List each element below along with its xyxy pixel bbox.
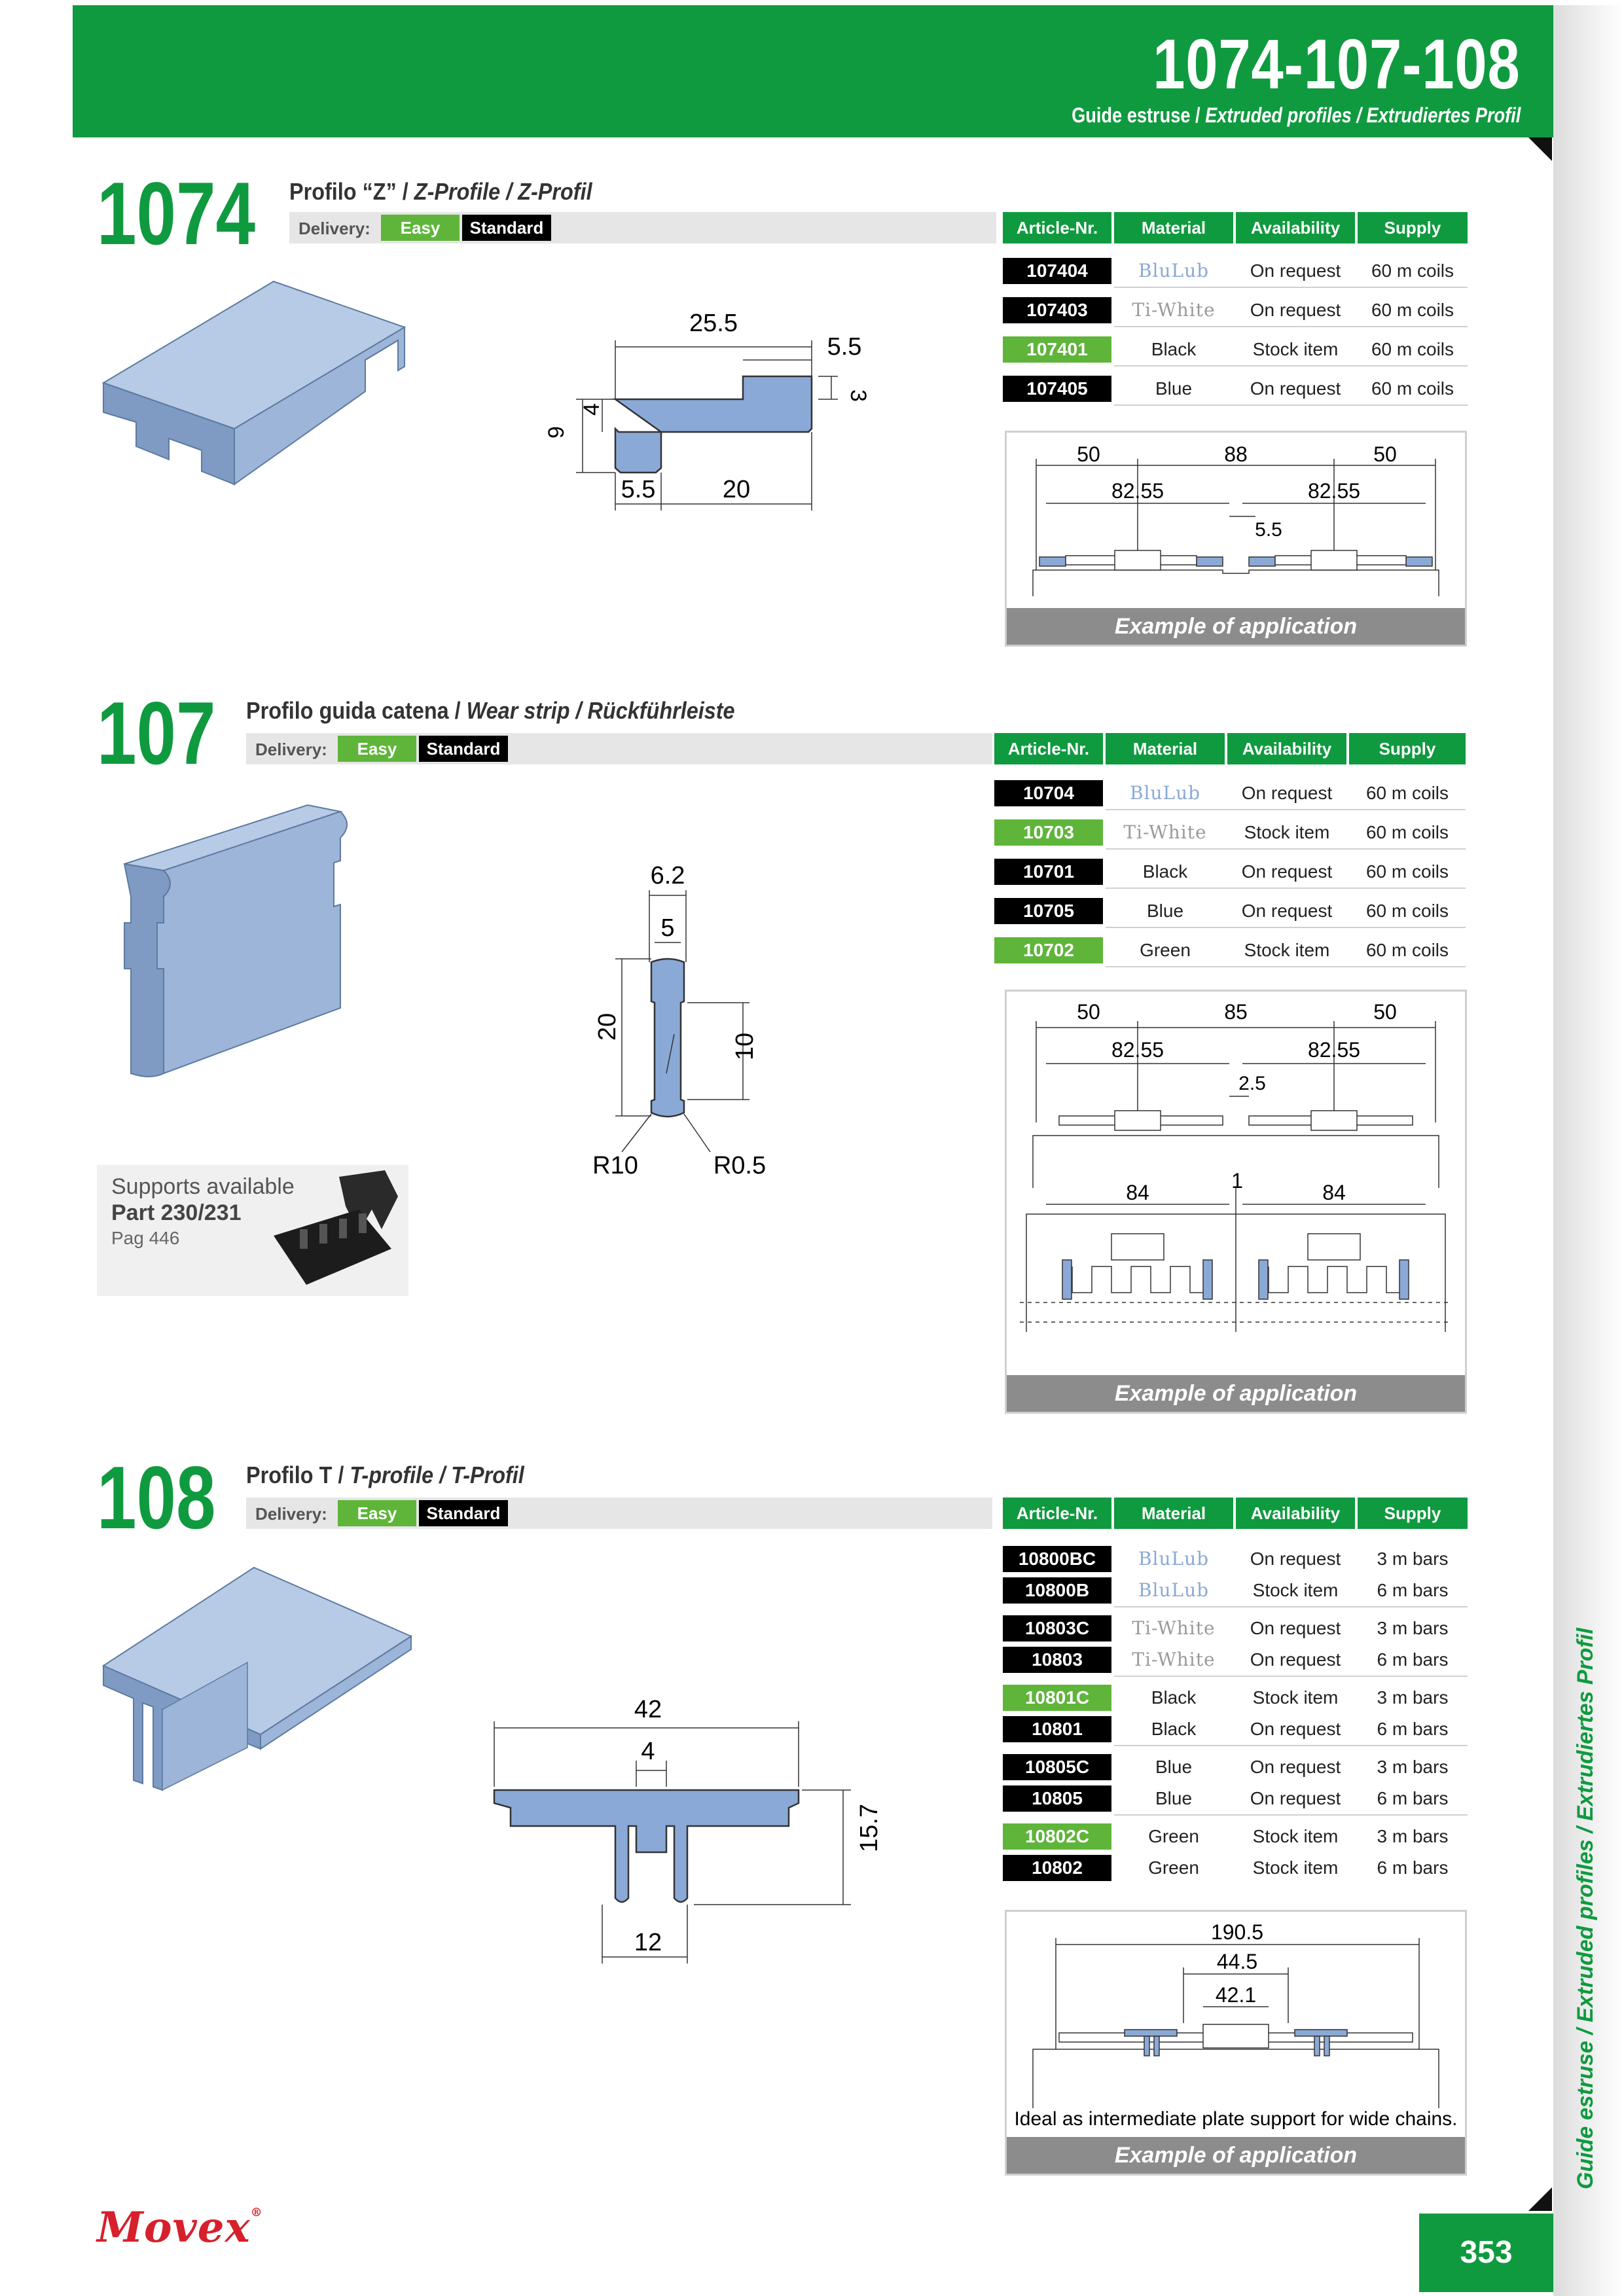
- dim-foot: 5.5: [621, 476, 656, 503]
- cell-availability: Stock item: [1252, 1857, 1339, 1878]
- cell-article: 10800BC: [1003, 1546, 1111, 1572]
- wear-strip-isometric: [111, 798, 360, 1086]
- wear-strip-section: [576, 851, 825, 1178]
- cell-availability: On request: [1250, 1788, 1341, 1808]
- cell-article: 10704: [994, 780, 1103, 806]
- cell-supply: 3 m bars: [1377, 1687, 1449, 1708]
- title-plain: Profilo guida catena /: [246, 697, 467, 724]
- table-header: [994, 733, 1468, 764]
- cell-availability: Stock item: [1244, 940, 1330, 960]
- row-separator: [1106, 927, 1466, 928]
- table-row: [1003, 257, 1470, 285]
- app-dim-left: 50: [1077, 442, 1100, 466]
- cell-material: Green: [1148, 1857, 1199, 1878]
- cell-availability: On request: [1250, 378, 1341, 399]
- row-separator: [1106, 966, 1466, 967]
- cell-material: BluLub: [1138, 1579, 1210, 1601]
- row-separator: [1114, 326, 1468, 327]
- col-supply: Supply: [1358, 212, 1468, 243]
- col-article: Article-Nr.: [1003, 212, 1111, 243]
- col-material: Material: [1114, 212, 1233, 243]
- supports-line3: Pag 446: [111, 1228, 180, 1248]
- delivery-label: Delivery:: [298, 219, 370, 238]
- dim-base: 20: [722, 476, 751, 503]
- cell-article: 10703: [994, 819, 1103, 846]
- table-row: [1003, 1753, 1470, 1782]
- cell-availability: Stock item: [1252, 1687, 1339, 1708]
- z-profile-isometric: [97, 275, 424, 491]
- subtitle-italic: Extruded profiles / Extrudiertes Profil: [1204, 103, 1521, 127]
- dim-height: 20: [594, 1013, 621, 1041]
- cell-material: Black: [1151, 1719, 1197, 1739]
- application-caption: Example of application: [1007, 2137, 1465, 2174]
- corner-triangle: [1528, 137, 1552, 161]
- col-material: Material: [1114, 1498, 1233, 1529]
- cell-availability: On request: [1250, 1757, 1341, 1777]
- cell-article: 10802: [1003, 1855, 1111, 1881]
- col-material: Material: [1106, 733, 1225, 764]
- delivery-label: Delivery:: [255, 1504, 327, 1524]
- cell-article: 107401: [1003, 336, 1111, 363]
- cell-material: Blue: [1155, 1757, 1193, 1777]
- col-availability: Availability: [1227, 733, 1346, 764]
- cell-supply: 60 m coils: [1371, 378, 1454, 399]
- dim-step: 5.5: [827, 333, 862, 361]
- profile-shape: [494, 1790, 799, 1902]
- app-dim-pitch-right: 82.55: [1307, 479, 1361, 503]
- cell-supply: 3 m bars: [1377, 1757, 1449, 1777]
- cell-supply: 60 m coils: [1371, 339, 1454, 359]
- standard-tag: Standard: [419, 736, 508, 762]
- cell-material: Ti-White: [1123, 821, 1207, 843]
- cell-article: 107403: [1003, 297, 1111, 323]
- section-number-108: 108: [97, 1448, 216, 1547]
- cell-material: BluLub: [1129, 782, 1201, 804]
- section-title-108: [246, 1463, 524, 1487]
- supports-line2: Part 230/231: [111, 1200, 242, 1225]
- col-supply: Supply: [1358, 1498, 1468, 1529]
- page-number: 353: [1419, 2214, 1553, 2292]
- support-part-image: [261, 1170, 405, 1295]
- table-row: [1003, 1683, 1470, 1712]
- row-separator: [1106, 809, 1466, 810]
- cell-supply: 60 m coils: [1365, 901, 1449, 921]
- cell-supply: 60 m coils: [1371, 300, 1454, 320]
- cell-supply: 60 m coils: [1371, 260, 1454, 281]
- cell-supply: 6 m bars: [1377, 1788, 1449, 1808]
- cell-availability: On request: [1250, 1719, 1341, 1739]
- table-row: [1003, 1822, 1470, 1851]
- app-dim-pitch-right: 82.55: [1307, 1038, 1361, 1062]
- table-row: [994, 897, 1468, 925]
- cell-supply: 60 m coils: [1365, 822, 1449, 842]
- registered-mark: ®: [250, 2206, 263, 2219]
- delivery-bar: [289, 212, 996, 243]
- cell-availability: Stock item: [1252, 1580, 1339, 1600]
- easy-tag: Easy: [338, 1500, 416, 1526]
- dim-inner: 5: [660, 914, 675, 942]
- table-row: [1003, 1576, 1470, 1605]
- cell-material: Ti-White: [1132, 1649, 1216, 1670]
- table-row: [1003, 1614, 1470, 1643]
- cell-article: 10702: [994, 937, 1103, 963]
- cell-supply: 3 m bars: [1377, 1618, 1449, 1638]
- col-supply: Supply: [1349, 733, 1466, 764]
- profile-shape: [651, 959, 684, 1117]
- app-dim-left: 50: [1077, 1000, 1100, 1024]
- table-row: [994, 936, 1468, 965]
- cell-availability: Stock item: [1252, 1826, 1339, 1846]
- easy-tag: Easy: [338, 736, 416, 762]
- row-separator: [1114, 1606, 1468, 1607]
- standard-tag: Standard: [419, 1500, 508, 1526]
- title-italic: Wear strip / Rückführleiste: [466, 697, 735, 724]
- app-dim-return-gap: 1: [1231, 1169, 1243, 1193]
- t-profile-isometric: [97, 1558, 437, 1806]
- cell-material: BluLub: [1138, 260, 1210, 281]
- table-row: [1003, 335, 1470, 364]
- app-dim-center: 85: [1224, 1000, 1248, 1024]
- table-row: [1003, 1715, 1470, 1744]
- cell-availability: On request: [1250, 1549, 1341, 1569]
- app-dim-center: 44.5: [1216, 1950, 1258, 1973]
- row-separator: [1114, 1676, 1468, 1677]
- cell-supply: 6 m bars: [1377, 1719, 1449, 1739]
- table-row: [1003, 1854, 1470, 1882]
- cell-supply: 60 m coils: [1365, 783, 1449, 803]
- app-dim-gap: 2.5: [1238, 1073, 1266, 1094]
- app-dim-return-left: 84: [1126, 1181, 1149, 1204]
- col-article: Article-Nr.: [1003, 1498, 1111, 1529]
- cell-availability: On request: [1250, 1618, 1341, 1638]
- table-row: [994, 857, 1468, 886]
- dim-slot: 10: [731, 1032, 759, 1060]
- cell-article: 107404: [1003, 258, 1111, 284]
- cell-article: 10801: [1003, 1716, 1111, 1742]
- cell-article: 10803C: [1003, 1615, 1111, 1641]
- cell-material: Black: [1151, 1687, 1197, 1708]
- movex-logo: [97, 2203, 263, 2252]
- cell-availability: On request: [1241, 783, 1333, 803]
- page-title: 1074-107-108: [1153, 24, 1521, 103]
- app-dim-pitch-left: 82.55: [1111, 1038, 1164, 1062]
- app-dim-center: 88: [1224, 442, 1248, 466]
- app-dim-gap: 5.5: [1255, 519, 1282, 541]
- page-corner-triangle: [1528, 2187, 1552, 2211]
- col-article: Article-Nr.: [994, 733, 1103, 764]
- easy-tag: Easy: [381, 215, 460, 241]
- profile-shape: [615, 376, 812, 473]
- app-dim-return-right: 84: [1322, 1181, 1346, 1204]
- title-plain: Profilo “Z” /: [289, 178, 414, 205]
- cell-supply: 3 m bars: [1377, 1549, 1449, 1569]
- cell-article: 10705: [994, 898, 1103, 924]
- subtitle-plain: Guide estruse /: [1071, 103, 1205, 127]
- cell-material: Ti-White: [1132, 299, 1216, 321]
- cell-availability: On request: [1241, 861, 1333, 882]
- cell-material: Blue: [1155, 1788, 1193, 1808]
- app-dim-right: 50: [1373, 1000, 1397, 1024]
- cell-article: 10801C: [1003, 1685, 1111, 1711]
- application-caption: Example of application: [1007, 608, 1465, 645]
- supports-info: [97, 1165, 408, 1296]
- table-row: [1003, 1545, 1470, 1573]
- table-row: [1003, 1645, 1470, 1674]
- page-subtitle: [1072, 105, 1521, 126]
- title-italic: Z-Profile / Z-Profil: [414, 178, 592, 205]
- col-availability: Availability: [1236, 1498, 1355, 1529]
- section-number-1074: 1074: [97, 164, 256, 263]
- t-profile-section: [484, 1689, 883, 1977]
- application-caption: Example of application: [1007, 1375, 1465, 1412]
- dim-flange: 3: [846, 389, 871, 402]
- side-label: Guide estruse / Extruded profiles / Extrudiertes Profil: [1573, 1628, 1598, 2189]
- application-drawing: [1007, 433, 1465, 609]
- cell-material: Green: [1148, 1826, 1199, 1846]
- row-separator: [1114, 1745, 1468, 1746]
- dim-web: 4: [579, 403, 604, 416]
- title-italic: T-profile / T-Profil: [350, 1462, 524, 1488]
- app-dim-width: 190.5: [1210, 1920, 1264, 1944]
- cell-supply: 3 m bars: [1377, 1826, 1449, 1846]
- app-note: Ideal as intermediate plate support for wide chains.: [1014, 2108, 1458, 2130]
- cell-material: Black: [1142, 861, 1188, 882]
- cell-article: 10802C: [1003, 1823, 1111, 1850]
- table-row: [1003, 1784, 1470, 1813]
- delivery-bar: [246, 1498, 992, 1529]
- cell-article: 10800B: [1003, 1577, 1111, 1604]
- row-separator: [1114, 404, 1468, 406]
- application-example-107: [1005, 990, 1467, 1414]
- cell-article: 107405: [1003, 376, 1111, 402]
- supports-line1: Supports available: [111, 1174, 295, 1199]
- cell-supply: 6 m bars: [1377, 1580, 1449, 1600]
- logo-text: Movex: [97, 2203, 251, 2252]
- cell-availability: On request: [1250, 300, 1341, 320]
- row-separator: [1106, 848, 1466, 850]
- section-title-1074: [289, 180, 592, 204]
- table-row: [994, 818, 1468, 847]
- delivery-label: Delivery:: [255, 740, 327, 759]
- section-title-107: [246, 699, 735, 723]
- cell-supply: 60 m coils: [1365, 940, 1449, 960]
- cell-material: Ti-White: [1132, 1617, 1216, 1639]
- cell-material: Blue: [1155, 378, 1193, 399]
- top-face: [103, 1568, 411, 1734]
- delivery-bar: [246, 733, 992, 764]
- table-header: [1003, 212, 1470, 243]
- cell-article: 10805: [1003, 1785, 1111, 1812]
- cell-material: Blue: [1146, 901, 1184, 921]
- cell-material: BluLub: [1138, 1548, 1210, 1570]
- application-example-108: [1005, 1910, 1467, 2176]
- app-dim-inner: 42.1: [1215, 1983, 1257, 2007]
- cell-article: 10805C: [1003, 1754, 1111, 1780]
- table-header: [1003, 1498, 1470, 1529]
- cell-supply: 60 m coils: [1365, 861, 1449, 882]
- cell-availability: On request: [1250, 1649, 1341, 1670]
- dim-radius-large: R10: [592, 1152, 638, 1179]
- dim-width: 25.5: [689, 310, 738, 337]
- z-profile-section: [504, 301, 884, 517]
- app-dim-pitch-left: 82.55: [1111, 479, 1164, 503]
- row-separator: [1114, 287, 1468, 288]
- cell-availability: On request: [1250, 260, 1341, 281]
- cell-material: Green: [1140, 940, 1191, 960]
- title-plain: Profilo T /: [246, 1462, 350, 1488]
- row-separator: [1114, 365, 1468, 367]
- cell-supply: 6 m bars: [1377, 1857, 1449, 1878]
- cell-availability: Stock item: [1244, 822, 1330, 842]
- app-dim-right: 50: [1373, 442, 1397, 466]
- row-separator: [1106, 888, 1466, 889]
- cell-article: 10701: [994, 859, 1103, 885]
- table-row: [1003, 374, 1470, 403]
- standard-tag: Standard: [462, 215, 551, 241]
- dim-height: 9: [544, 426, 569, 439]
- header-bar: [73, 5, 1553, 137]
- dim-height: 15.7: [856, 1804, 883, 1852]
- application-example-1074: [1005, 431, 1467, 647]
- dim-width: 6.2: [650, 862, 685, 889]
- cell-supply: 6 m bars: [1377, 1649, 1449, 1670]
- section-number-107: 107: [97, 683, 216, 783]
- dim-leg: 12: [634, 1929, 662, 1956]
- cell-article: 10803: [1003, 1647, 1111, 1673]
- dim-slot: 4: [641, 1738, 655, 1765]
- cell-availability: On request: [1241, 901, 1333, 921]
- dim-radius-small: R0.5: [713, 1152, 767, 1179]
- application-drawing: [1007, 992, 1465, 1378]
- dim-width: 42: [634, 1696, 662, 1723]
- cell-availability: Stock item: [1252, 339, 1339, 359]
- cell-material: Black: [1151, 339, 1197, 359]
- row-separator: [1114, 1814, 1468, 1816]
- table-row: [994, 779, 1468, 808]
- table-row: [1003, 296, 1470, 325]
- application-drawing: [1007, 1912, 1465, 2134]
- col-availability: Availability: [1236, 212, 1355, 243]
